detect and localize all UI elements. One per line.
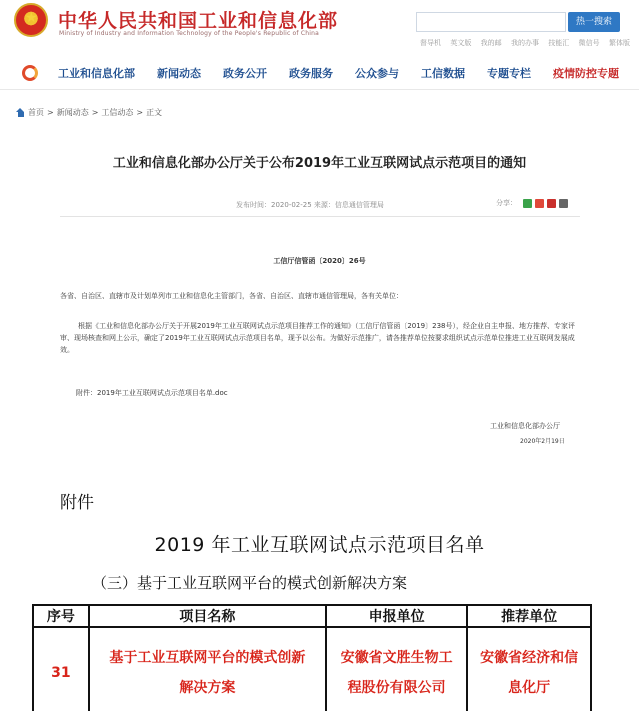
body-paragraph: 根据《工业和信息化部办公厅关于开展2019年工业互联网试点示范项目推荐工作的通知》（工信厅信管函〔2019〕238号），经企业自主申报、地方推荐、专家评审、现场核查和网上公示，确定了2019年工业互联网试点示范项目名单，现予以公布。为做好示范推广，请各推荐单位按要求组织试点示范单位推进工业互联网发展成效。 xyxy=(60,322,575,354)
document-number: 工信厅信管函〔2020〕26号 xyxy=(273,257,366,265)
top-link[interactable]: 我的办事 xyxy=(510,39,539,47)
breadcrumb-home[interactable]: 首页 xyxy=(28,108,44,117)
nav-item-public-affairs[interactable]: 政务公开 xyxy=(223,67,267,80)
site-header xyxy=(0,0,639,56)
breadcrumb-news[interactable]: 新闻动态 xyxy=(56,108,89,117)
ministry-logo-icon[interactable] xyxy=(22,65,38,81)
home-icon[interactable] xyxy=(16,108,25,117)
section-title: （三）基于工业互联网平台的模式创新解决方案 xyxy=(92,574,408,592)
salutation: 各省、自治区、直辖市及计划单列市工业和信息化主管部门，各省、自治区、直辖市通信管理局，各有关单位： xyxy=(60,292,403,300)
share-label: 分享： xyxy=(496,199,517,207)
table-row xyxy=(33,627,591,711)
cell-applicant xyxy=(326,627,468,711)
wechat-share-icon[interactable] xyxy=(523,199,532,208)
breadcrumb-separator: > xyxy=(91,108,99,117)
cell-text: 解决方案 xyxy=(179,679,236,696)
share-bar xyxy=(496,198,571,208)
divider xyxy=(60,216,580,217)
national-emblem-icon[interactable]: ★ xyxy=(14,3,48,37)
search-button[interactable]: 热一搜索 xyxy=(568,12,620,32)
nav-item-data[interactable]: 工信数据 xyxy=(421,67,465,80)
cell-recommender xyxy=(467,627,591,711)
column-header: 推荐单位 xyxy=(467,605,591,627)
table-header-row xyxy=(33,605,591,627)
pdf-icon[interactable] xyxy=(547,199,556,208)
nav-item-news[interactable]: 新闻动态 xyxy=(157,67,201,80)
site-title[interactable]: 中华人民共和国工业和信息化部 xyxy=(58,10,339,32)
top-link[interactable]: 我的邮 xyxy=(480,39,502,47)
top-link[interactable]: 技能汇 xyxy=(548,39,570,47)
column-header: 申报单位 xyxy=(326,605,468,627)
cell-project-name xyxy=(89,627,326,711)
weibo-share-icon[interactable] xyxy=(535,199,544,208)
cell-text: 基于工业互联网平台的模式创新 xyxy=(109,649,306,666)
site-subtitle: Ministry of Industry and Information Technology of the People's Republic of China xyxy=(59,30,319,37)
nav-item-topics[interactable]: 专题专栏 xyxy=(487,67,531,80)
breadcrumb-current: 正文 xyxy=(146,108,163,117)
nav-item-epidemic[interactable]: 疫情防控专题 xyxy=(553,67,619,80)
top-link[interactable]: 英文版 xyxy=(450,39,472,47)
signature-date: 2020年2月19日 xyxy=(520,438,565,445)
cell-text: 安徽省文胜生物工 xyxy=(340,649,453,666)
list-title: 2019 年工业互联网试点示范项目名单 xyxy=(154,534,485,556)
signature-org: 工业和信息化部办公厅 xyxy=(490,422,560,430)
main-nav xyxy=(0,56,639,90)
breadcrumb-separator: > xyxy=(47,108,54,117)
attachment-heading: 附件 xyxy=(60,493,94,513)
nav-item-services[interactable]: 政务服务 xyxy=(289,67,333,80)
cell-text: 安徽省经济和信 xyxy=(480,649,579,666)
nav-item-participation[interactable]: 公众参与 xyxy=(355,67,399,80)
breadcrumb xyxy=(16,107,162,118)
top-link[interactable]: 繁体版 xyxy=(608,39,630,47)
project-table xyxy=(32,604,592,711)
breadcrumb-dynamics[interactable]: 工信动态 xyxy=(101,108,134,117)
top-link[interactable]: 微信号 xyxy=(578,39,600,47)
attachment-link[interactable]: 附件：2019年工业互联网试点示范项目名单.doc xyxy=(76,389,228,397)
cell-text: 程股份有限公司 xyxy=(347,679,446,696)
cell-number: 31 xyxy=(33,627,89,711)
cell-text: 息化厅 xyxy=(508,679,551,696)
column-header: 序号 xyxy=(33,605,89,627)
column-header: 项目名称 xyxy=(89,605,326,627)
breadcrumb-separator: > xyxy=(136,108,144,117)
top-links xyxy=(420,38,630,48)
article-title: 工业和信息化部办公厅关于公布2019年工业互联网试点示范项目的通知 xyxy=(112,156,527,171)
nav-item-ministry[interactable]: 工业和信息化部 xyxy=(58,67,135,80)
article-meta: 发布时间：2020-02-25 来源：信息通信管理局 xyxy=(236,201,384,209)
top-link[interactable]: 督导机 xyxy=(420,39,441,47)
search-input[interactable] xyxy=(416,12,566,32)
print-icon[interactable] xyxy=(559,199,568,208)
